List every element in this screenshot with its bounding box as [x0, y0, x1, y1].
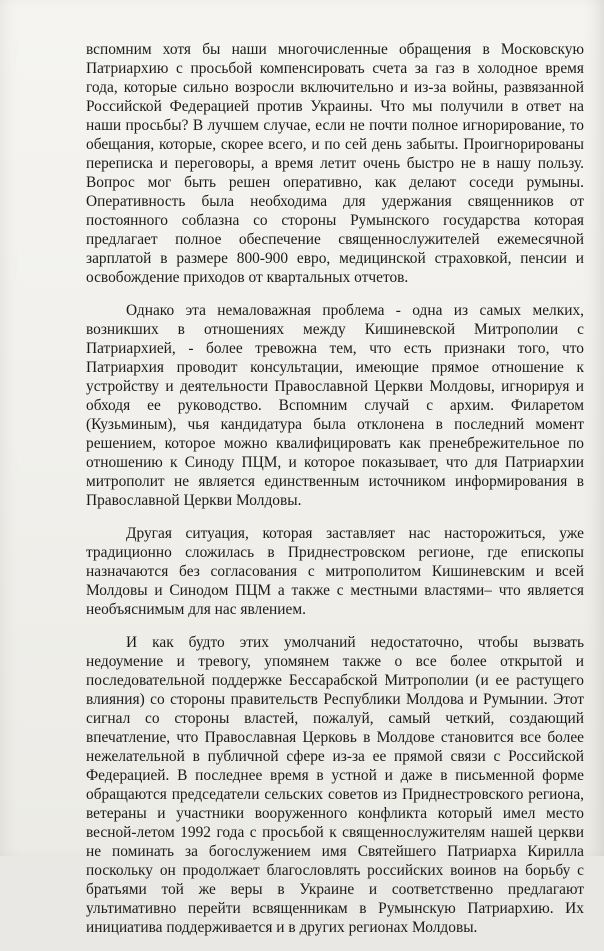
document-body: [86, 40, 584, 951]
paragraph-3: Другая ситуация, которая заставляет нас насторожиться, уже традиционно сложилась в Приднестровском регионе, где епископы назначаются без согласования с митрополитом Кишиневским и всей Молдовы и Синодом ПЦМ а также с местными властями– что является необъяснимым для нас явлением.: [86, 525, 584, 618]
paragraph-4: И как будто этих умолчаний недостаточно, чтобы вызвать недоумение и тревогу, упомянем также о все более открытой и последовательной поддержке Бессарабской Митрополии (и ее растущего влияния) со стороны правительств Республики Молдова и Румынии. Этот сигнал со стороны властей, пожалуй, самый четкий, создающий впечатление, что Православная Церковь в Молдове становится все более нежелательной в публичной сфере из-за ее прямой связи с Российской Федерацией. В последнее время в устной и даже в письменной форме обращаются председатели сельских советов из Приднестровского региона, ветераны и участники вооруженного конфликта который имел место весной-летом 1992 года с просьбой к священнослужителям нашей церкви не поминать за богослужением имя Святейшего Патриарха Кирилла поскольку он продолжает благословлять российских воинов на борьбу с братьями той же веры в Украине и соответственно предлагают ультимативно перейти всвященникам в Румынскую Патриархию. Их инициатива поддерживается и в других регионах Молдовы.: [86, 634, 584, 936]
paragraph-2: Однако эта немаловажная проблема - одна из самых мелких, возникших в отношениях между Кишиневской Митрополии с Патриархией, - более тревожна тем, что есть признаки того, что Патриархия проводит консультации, имеющие прямое отношение к устройству и деятельности Православной Церкви Молдовы, игнорируя и обходя ее руководство. Вспомним случай с архим. Филаретом (Кузьминым), чья кандидатура была отклонена в последний момент решением, которое можно квалифицировать как пренебрежительное по отношению к Синоду ПЦМ, и которое показывает, что для Патриархии митрополит не является единственным источником информирования в Православной Церкви Молдовы.: [86, 302, 584, 509]
paragraph-1: вспомним хотя бы наши многочисленные обращения в Московскую Патриархию с просьбой компенсировать счета за газ в холодное время года, которые сильно возросли включительно и из-за войны, развязанной Российской Федерацией против Украины. Что мы получили в ответ на наши просьбы? В лучшем случае, если не почти полное игнорирование, то обещания, которые, скорее всего, и по сей день забыты. Проигнорированы переписка и переговоры, а время летит очень быстро не в нашу пользу. Вопрос мог быть решен оперативно, как делают соседи румыны. Оперативность была необходима для удержания священников от постоянного соблазна со стороны Румынского государства которая предлагает полное обеспечение священнослужителей ежемесячной зарплатой в размере 800-900 евро, медицинской страховкой, пенсии и освобождение приходов от квартальных отчетов.: [86, 41, 584, 286]
